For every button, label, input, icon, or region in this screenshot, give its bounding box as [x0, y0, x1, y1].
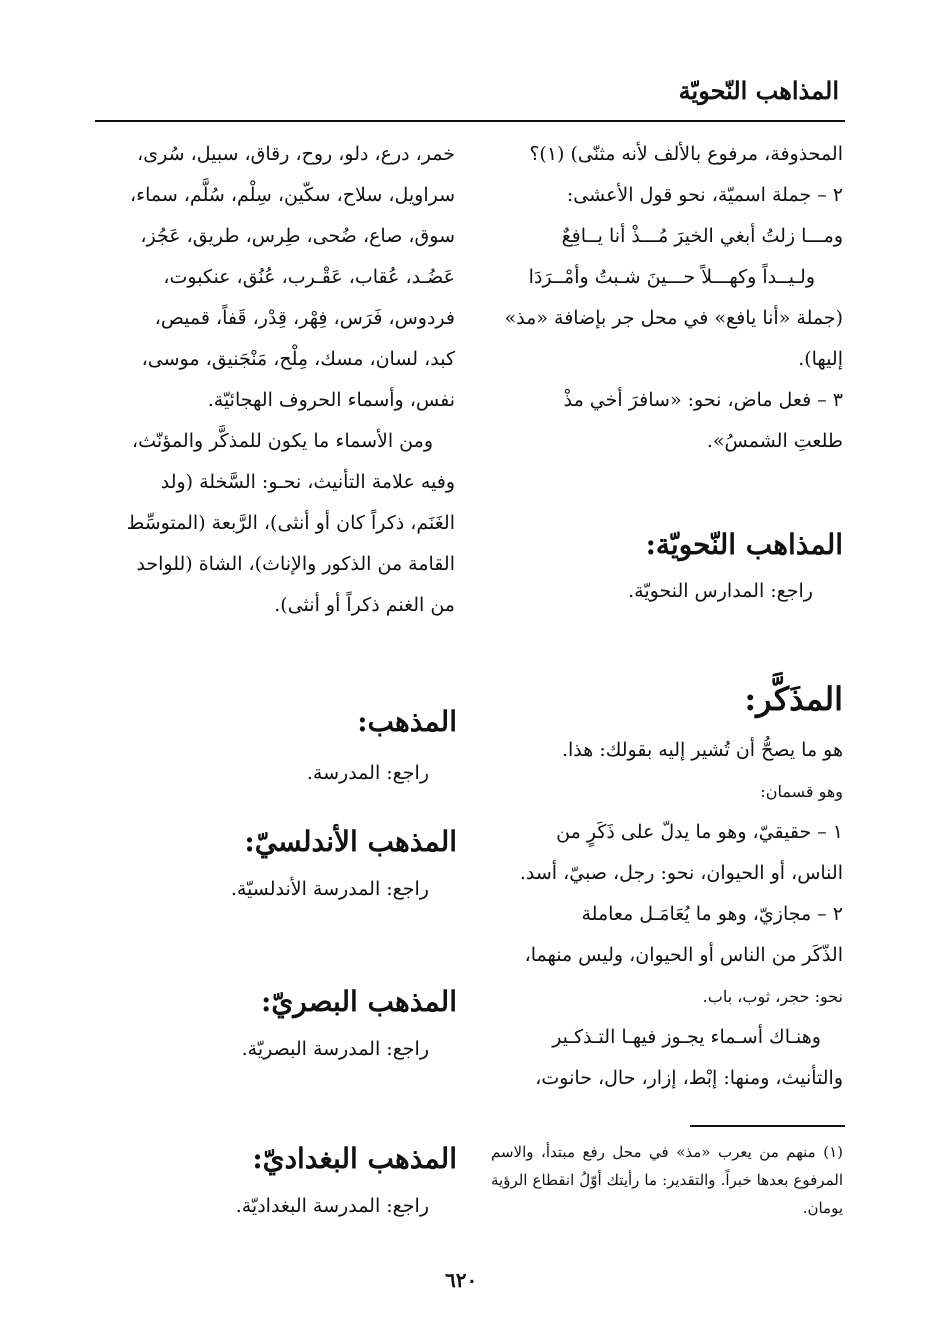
text-line: وفيه علامة التأنيث، نحـو: السَّخلة (ولد: [160, 471, 455, 493]
entry-ref-basri: راجع: المدرسة البصريّة.: [241, 1038, 429, 1060]
entry-title-madhhab: المذهب:: [357, 705, 457, 738]
text-line: نحو: حجر، ثوب، باب.: [702, 987, 843, 1006]
text-line: فردوس، فَرَس، فِهْر، قِدْر، قَفاً، قميص،: [154, 307, 455, 329]
left-column-top: [100, 134, 455, 626]
text-line: وهو قسمان:: [760, 782, 843, 801]
header-rule: [95, 120, 845, 122]
text-line: إليها).: [798, 348, 843, 370]
text-line: وهنـاك أسـماء يجـوز فيهـا التـذكـير: [552, 1026, 821, 1048]
text-line: الغَنَم، ذكراً كان أو أنثى)، الرَّبعة (المتوسِّط: [126, 512, 455, 534]
text-line: سوق، صاع، ضُحى، طِرس، طريق، عَجُز،: [140, 225, 455, 247]
entry-title-dhakar: المذَكَّر:: [744, 680, 843, 718]
entry-body-dhakar: [491, 730, 843, 1099]
text-line: ١ – حقيقيّ، وهو ما يدلّ على ذَكَرٍ من: [556, 821, 843, 843]
entry-ref-nahwiyya: راجع: المدارس النحويّة.: [628, 580, 813, 602]
text-line: كبد، لسان، مسك، مِلْح، مَنْجَنيق، موسى،: [141, 348, 455, 370]
text-line: ٣ – فعل ماض، نحو: «سافرَ أخي مذْ: [563, 389, 843, 411]
footnote: (١) منهم من يعرب «مذ» في محل رفع مبتدأ، والاسم المرفوع بعدها خبراً. والتقدير: ما رأيتك أوّلُ انقطاع الرؤية يومان.: [491, 1143, 843, 1217]
text-line: طلعتِ الشمسُ».: [706, 430, 843, 452]
text-line: القامة من الذكور والإناث)، الشاة (للواحد: [136, 553, 455, 575]
text-line: ٢ – مجازيّ، وهو ما يُعَامَـل معاملة: [581, 903, 843, 925]
entry-title-andalusi: المذهب الأندلسيّ:: [244, 825, 457, 858]
text-line: الناس، أو الحيوان، نحو: رجل، صبيّ، أسد.: [519, 862, 843, 884]
text-line: المحذوفة، مرفوع بالألف لأنه مثنّى) (١)؟: [529, 143, 843, 165]
text-line: خمر، درع، دلو، روح، رقاق، سبيل، سُرى،: [137, 143, 455, 165]
poem-line: ولـيــداً وكهـــلاً حـــينَ شـبتُ وأمْــرَدَا: [528, 266, 815, 288]
text-line: سراويل، سلاح، سكّين، سِلْم، سُلَّم، سماء،: [130, 184, 455, 206]
entry-ref-baghdadi: راجع: المدرسة البغداديّة.: [235, 1195, 429, 1217]
text-line: والتأنيث، ومنها: إبْط، إزار، حال، حانوت،: [535, 1067, 843, 1089]
text-line: عَضُـد، عُقاب، عَقْـرب، عُنُق، عنكبوت،: [163, 266, 455, 288]
text-line: (جملة «أنا يافع» في محل جر بإضافة «مذ»: [504, 307, 843, 329]
right-column-top: [493, 134, 843, 462]
entry-ref-andalusi: راجع: المدرسة الأندلسيّة.: [230, 878, 429, 900]
text-line: ٢ – جملة اسميّة، نحو قول الأعشى:: [566, 184, 843, 206]
text-line: الذّكَر من الناس أو الحيوان، وليس منهما،: [524, 944, 843, 966]
poem-line: ومـــا زلتُ أبغي الخيرَ مُـــذْ أنا يــافِعٌ: [561, 225, 843, 247]
entry-title-baghdadi: المذهب البغداديّ:: [252, 1142, 457, 1175]
text-line: من الغنم ذكراً أو أنثى).: [274, 594, 455, 616]
entry-title-basri: المذهب البصريّ:: [261, 985, 457, 1018]
entry-title-nahwiyya: المذاهب النّحويّة:: [645, 528, 843, 561]
text-line: هو ما يصحُّ أن تُشير إليه بقولك: هذا.: [561, 739, 843, 761]
running-head: المذاهب النّحويّة: [678, 76, 839, 105]
page-number: ٦٢٠: [445, 1268, 478, 1292]
footnote-rule: [690, 1125, 845, 1127]
text-line: نفس، وأسماء الحروف الهجائيّة.: [207, 389, 455, 411]
entry-ref-madhhab: راجع: المدرسة.: [306, 762, 429, 784]
text-line: ومن الأسماء ما يكون للمذكَّر والمؤنّث،: [132, 430, 433, 452]
